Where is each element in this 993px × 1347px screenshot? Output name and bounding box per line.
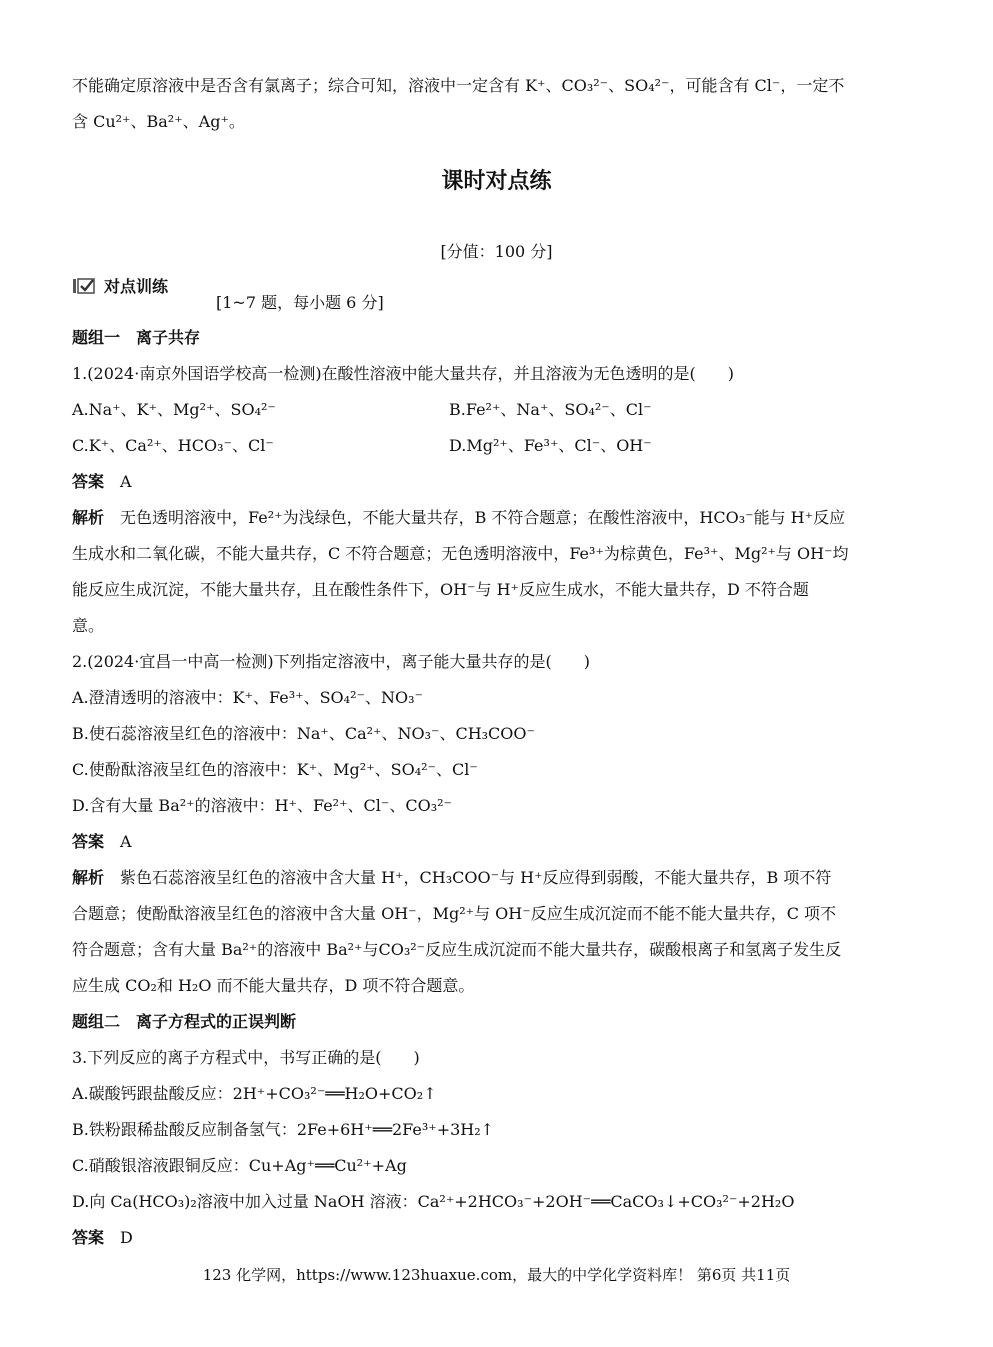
- question-2-option-d: D.含有大量 Ba²⁺的溶液中：H⁺、Fe²⁺、Cl⁻、CO₃²⁻: [72, 796, 452, 815]
- intro-line-1: 不能确定原溶液中是否含有氯离子；综合可知，溶液中一定含有 K⁺、CO₃²⁻、SO₄²⁻，可能含有 Cl⁻，一定不: [72, 76, 845, 95]
- group-title-1: 题组一 离子共存: [72, 328, 201, 347]
- question-2-option-a: A.澄清透明的溶液中：K⁺、Fe³⁺、SO₄²⁻、NO₃⁻: [72, 688, 423, 707]
- intro-line-2: 含 Cu²⁺、Ba²⁺、Ag⁺。: [72, 112, 245, 131]
- question-1-answer: [72, 470, 924, 494]
- checklist-icon: [72, 277, 96, 295]
- page-footer: 123 化学网，https://www.123huaxue.com，最大的中学化学资料库！ 第6页 共11页: [202, 1266, 791, 1284]
- question-1-stem: 1.(2024·南京外国语学校高一检测)在酸性溶液中能大量共存，并且溶液为无色透明的是( ): [72, 364, 735, 383]
- question-1-option-b: B.Fe²⁺、Na⁺、SO₄²⁻、Cl⁻: [449, 400, 652, 419]
- page-title: 课时对点练: [441, 169, 552, 194]
- question-1-analysis-line-1: [72, 506, 924, 530]
- question-2-analysis-line-3: 符合题意；含有大量 Ba²⁺的溶液中 Ba²⁺与CO₃²⁻反应生成沉淀而不能大量共存，碳酸根离子和氢离子发生反: [72, 940, 842, 959]
- analysis-text: 无色透明溶液中，Fe²⁺为浅绿色，不能大量共存，B 不符合题意；在酸性溶液中，HCO₃⁻能与 H⁺反应: [120, 508, 846, 527]
- question-3-option-c: C.硝酸银溶液跟铜反应：Cu+Ag⁺══Cu²⁺+Ag: [72, 1156, 407, 1175]
- question-2-answer: [72, 830, 924, 854]
- question-3-answer: [72, 1226, 924, 1250]
- section-title: 对点训练: [104, 277, 169, 296]
- answer-label: 答案: [72, 1228, 105, 1247]
- question-2-stem: 2.(2024·宜昌一中高一检测)下列指定溶液中，离子能大量共存的是( ): [72, 652, 591, 671]
- question-1-option-a: A.Na⁺、K⁺、Mg²⁺、SO₄²⁻: [72, 400, 276, 419]
- section-note: [1~7 题，每小题 6 分]: [216, 293, 384, 312]
- question-2-analysis-line-4: 应生成 CO₂和 H₂O 而不能大量共存，D 项不符合题意。: [72, 976, 475, 995]
- question-2-option-b: B.使石蕊溶液呈红色的溶液中：Na⁺、Ca²⁺、NO₃⁻、CH₃COO⁻: [72, 724, 535, 743]
- question-3-option-d: D.向 Ca(HCO₃)₂溶液中加入过量 NaOH 溶液：Ca²⁺+2HCO₃⁻+2OH⁻══CaCO₃↓+CO₃²⁻+2H₂O: [72, 1192, 795, 1211]
- question-1-analysis-line-2: 生成水和二氧化碳，不能大量共存，C 不符合题意；无色透明溶液中，Fe³⁺为棕黄色，Fe³⁺、Mg²⁺与 OH⁻均: [72, 544, 849, 563]
- answer-value: D: [120, 1228, 133, 1247]
- question-1-analysis-line-4: 意。: [72, 616, 105, 635]
- question-2-analysis-line-2: 合题意；使酚酞溶液呈红色的溶液中含大量 OH⁻，Mg²⁺与 OH⁻反应生成沉淀而不能不能大量共存，C 项不: [72, 904, 837, 923]
- analysis-text: 紫色石蕊溶液呈红色的溶液中含大量 H⁺，CH₃COO⁻与 H⁺反应得到弱酸，不能大量共存，B 项不符: [120, 868, 832, 887]
- question-1-analysis-line-3: 能反应生成沉淀，不能大量共存，且在酸性条件下，OH⁻与 H⁺反应生成水，不能大量共存，D 不符合题: [72, 580, 809, 599]
- answer-value: A: [120, 832, 132, 851]
- analysis-label: 解析: [72, 508, 105, 527]
- analysis-label: 解析: [72, 868, 105, 887]
- question-1-option-c: C.K⁺、Ca²⁺、HCO₃⁻、Cl⁻: [72, 436, 274, 455]
- question-3-stem: 3.下列反应的离子方程式中，书写正确的是( ): [72, 1048, 420, 1067]
- answer-value: A: [120, 472, 132, 491]
- question-1-option-d: D.Mg²⁺、Fe³⁺、Cl⁻、OH⁻: [449, 436, 652, 455]
- group-title-2: 题组二 离子方程式的正误判断: [72, 1012, 297, 1031]
- score-note: [分值：100 分]: [440, 242, 553, 261]
- section-header: [72, 274, 168, 297]
- answer-label: 答案: [72, 832, 105, 851]
- question-2-analysis-line-1: [72, 866, 924, 890]
- answer-label: 答案: [72, 472, 105, 491]
- question-3-option-b: B.铁粉跟稀盐酸反应制备氢气：2Fe+6H⁺══2Fe³⁺+3H₂↑: [72, 1120, 495, 1139]
- question-3-option-a: A.碳酸钙跟盐酸反应：2H⁺+CO₃²⁻══H₂O+CO₂↑: [72, 1084, 437, 1103]
- question-2-option-c: C.使酚酞溶液呈红色的溶液中：K⁺、Mg²⁺、SO₄²⁻、Cl⁻: [72, 760, 478, 779]
